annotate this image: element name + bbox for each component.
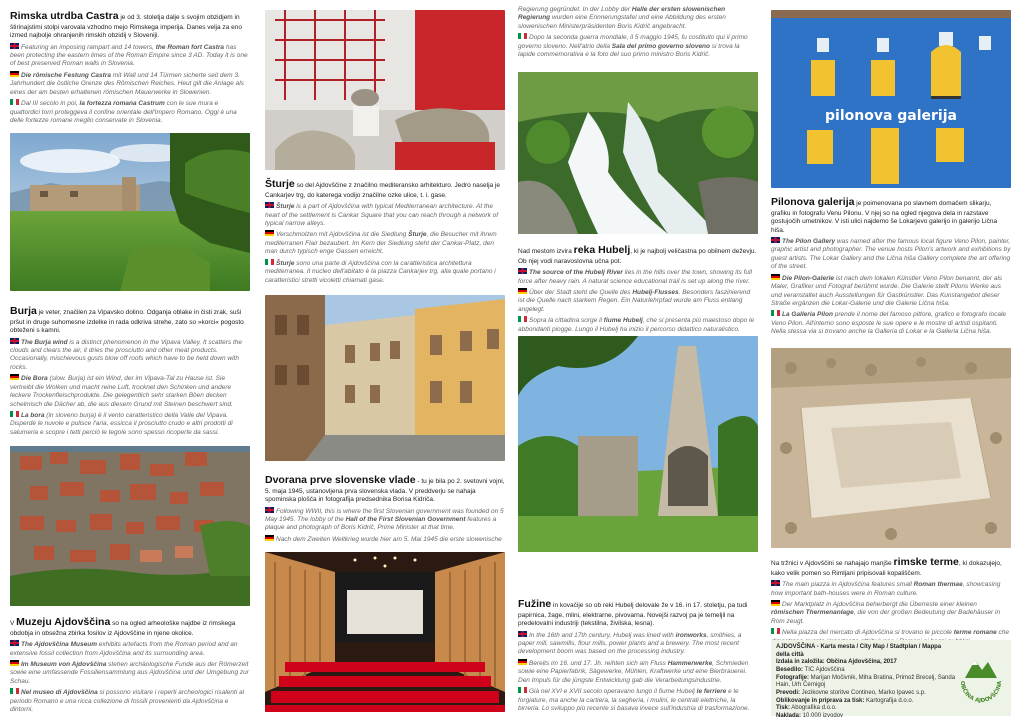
castra-en-a: Featuring an imposing rampart and 14 towers, (21, 43, 156, 51)
pilonova-en-a: The Pilon Gallery (782, 237, 836, 245)
sturje-de-c: , die Besucher mit ihrem mediterranen Flair bezaubert. Im Kern der Siedlung steht der Cankar-Platz, den man durch typisch enge Gassen erreicht. (265, 231, 497, 256)
pilonova-section (771, 196, 1011, 339)
column-3 (518, 0, 766, 724)
terme-en-b: Roman thermae (913, 581, 963, 589)
pilonova-en-b: was named after the famous local figure Veno Pilon, painter, graphic artist and photographer. The venue hosts Pilon's artwork and exhibitions by guest artists. The Lokar Gallery and the Lična hiša Gallery complete the art offering of the street. (771, 237, 1011, 271)
uk-flag-icon (265, 202, 274, 208)
castra-it-a: Dal III secolo in poi, (21, 100, 80, 108)
col3-de-c: wurden eine Erinnerungstafel und eine Abbildung des ersten slowenischen Ministerpräsidenten Boris Kidrič angebracht. (518, 14, 726, 30)
uk-flag-icon (265, 507, 274, 513)
dvorana-text-sl: - tu je bila po 2. svetovni vojni, 5. maja 1945, ustanovljena prva slovenska vlada. V preddverju se nahaja spominska plošča in fotografija predsednika Borisa Kidriča. (265, 478, 505, 504)
burja-title: Burja (10, 305, 37, 317)
muzej-en-a: The Ajdovščina Museum (21, 641, 97, 649)
terme-en-c: , showcasing how important bath-houses were in Roman culture. (771, 581, 1001, 597)
credits-publisher: Izdala in založila: Občina Ajdovščina, 2017 (776, 659, 897, 666)
sturje-en-a: Šturje (276, 203, 295, 211)
castra-title: Rimska utrdba Castra (10, 10, 119, 22)
hubelj-it-c: , che si presenta più maestoso dopo le abbondanti piogge. Lungo il Hubelj ha inizio il percorso didattico naturalistico. (518, 317, 755, 333)
dvorana-continued-section (518, 6, 758, 62)
sturje-text-sl: so del Ajdovščine z značilno mediteransko arhitekturo. Jedro naselja je Cankarjev trg, do katerega vodijo značilne ozke ulice, t. i. gase. (265, 182, 500, 199)
fuzine-de-c: , Schmieden sowie eine Papierfabrik, Sägewerke, Mühlen, Kraftwerke und eine Bierbrauerei. Den Impuls für die jüngste Entwicklung gab die Verarbeitungsindustrie. (518, 659, 749, 684)
italian-flag-icon (10, 411, 19, 417)
castra-en-b: the Roman fort Castra (155, 43, 225, 51)
dvorana-de-a: Nach dem Zweiten Weltkrieg wurde hier am 5. Mai 1945 die erste slowenische (276, 535, 502, 543)
pilonova-it-b: prende il nome del famoso pittore, grafico e fotografo locale Veno Pilon. All'interno sono esposte le sue opere e le mostre di artisti ospitanti. Nella stessa via si trovano anche la Galleria di Lokar e la Galleria Lična hiša. (771, 311, 1007, 336)
fuzine-text-sl: in kovačije so ob reki Hubelj delovale že v 16. in 17. stoletju, pa tudi papirnica, žage, mlini, elektrarne, pivovarna. Novejši razvoj pa je temeljil na predelovalni industriji (tekstilna, živilska, lesna). (518, 602, 748, 628)
sturje-de-a: Verschmolzen mit Ajdovščina ist die Siedlung (276, 231, 409, 239)
italian-flag-icon (10, 99, 19, 105)
muzej-en-b: exhibits artefacts from the Roman period and an extensive fossil collection from Ajdovščina and its surrounding area. (10, 641, 238, 657)
hubelj-de-c: . Besonders faszinierend ist die Quelle nach starkem Regen. Ein Naturlehrpfad wurde am Fluss entlang angelegt. (518, 288, 751, 313)
fuzine-title: Fužine (518, 598, 552, 610)
credits-box (771, 640, 1011, 720)
roman-thermae-photo (771, 348, 1011, 548)
credits-translation-value: Jezikovne storitve Contineo, Marko Ipavec s.p. (800, 690, 926, 697)
italian-flag-icon (518, 687, 527, 693)
german-flag-icon (10, 374, 19, 380)
uk-flag-icon (771, 580, 780, 586)
gallery-sign: pilonova galerija (825, 108, 957, 124)
italian-flag-icon (518, 316, 527, 322)
aerial-town-photo (10, 446, 250, 606)
german-flag-icon (518, 659, 527, 665)
column-4 (771, 0, 1019, 724)
burja-section (10, 305, 250, 439)
castra-photo (10, 133, 250, 291)
fuzine-en-c: , smithies, a paper mill, sawmills, flour mills, power plants and a brewery. The most recent development boom was based on the processing industry. (518, 631, 742, 656)
muzej-title: Muzeju Ajdovščina (16, 616, 111, 628)
fuzine-de-a: Bereits im 16. und 17. Jh. reihten sich am Fluss (529, 659, 668, 667)
sturje-it-a: Šturje (276, 259, 295, 267)
dvorana-en-b: Hall of the First Slovenian Government (345, 515, 466, 523)
column-1 (10, 0, 258, 724)
italian-flag-icon (265, 259, 274, 265)
hubelj-de-b: Hubelj-Flusses (632, 288, 679, 296)
credits-photo-label: Fotografije: (776, 674, 809, 681)
german-flag-icon (265, 230, 274, 236)
credits-photo-value: Marijan Močivnik, Miha Bratina, Primož Brecelj, Sanda Hain, Urh Černigoj (776, 674, 956, 689)
castra-it-c: con le sue mura e quattordici torri proteggeva il confine orientale dell'Impero Romano. Oggi è una delle fortezze romane meglio conservate in Slovenia. (10, 100, 237, 125)
muzej-it-b: si possono visitare i reperti archeologici risalenti al periodo Romano e una ricca collezione di fossili provenienti da Ajdovščina e dintorni. (10, 689, 245, 714)
sturje-de-b: Šturje (408, 231, 427, 239)
pilon-gallery-photo (771, 10, 1011, 188)
sturje-street-photo (265, 295, 505, 461)
burja-de-b: (slow. Burja) ist ein Wind, der im Vipava-Tal zu Hause ist. Sie vertreibt die Wolken und macht reine Luft, trocknet den Schinken und andere leckere Trockenfleischprodukte. Die gelegentlich sehr starken Böen decken schelmisch die Dächer ab, die aus diesem Grund mit Steinen beschwert sind. (10, 375, 233, 408)
hubelj-it-a: Sopra la cittadina sorge il (529, 317, 604, 325)
dvorana-en-a: Following WWII, this is where the first Slovenian government was founded on 5 May 1945. The lobby of the (265, 507, 504, 523)
dvorana-title: Dvorana prve slovenske vlade (265, 474, 416, 486)
credits-design-value: Kartografija d.o.o. (864, 697, 914, 704)
column-2 (265, 0, 513, 724)
hubelj-de-a: Über der Stadt steht die Quelle des (529, 288, 633, 296)
uk-flag-icon (10, 43, 19, 49)
muzej-it-a: Nel museo di Ajdovščina (21, 689, 98, 697)
italian-flag-icon (10, 688, 19, 694)
fuzine-de-b: Hammerwerke (667, 659, 713, 667)
dvorana-en-c: features a plaque and photograph of Boris Kidrič, Prime Minister at that time. (265, 515, 497, 532)
credits-print-label: Tisk: (776, 705, 790, 712)
german-flag-icon (771, 600, 780, 606)
sturje-it-b: sono una parte di Ajdovščina con la caratteristica architettura mediterranea. Il nucleo dell'abitato è la piazza Cankarjev trg, alla quale portano i caratteristici stretti vicoletti chiamati gase. (265, 259, 496, 284)
col3-de-a: Regierung gegründet. In der Lobby der (518, 6, 632, 13)
hubelj-text-sl: , ki je najbolj veličastna po obilnem deževju. Ob njej vodi naravoslovna učna pot. (518, 248, 757, 265)
uk-flag-icon (771, 237, 780, 243)
fuzine-it-a: Già nel XVI e XVII secolo operavano lungo il fiume Hubelj (529, 688, 697, 696)
hubelj-waterfall-photo (518, 72, 758, 234)
castra-it-b: la fortezza romana Castrum (79, 100, 165, 108)
logo-text: OBČINA AJDOVŠČINA (958, 680, 1004, 705)
fuzine-it-c: e le forgiature, ma anche la cartiera, la segheria, i mulini, le centrali elettriche, la birreria. Lo sviluppo più recente si basava invece sull'industria di trasformazione. (518, 688, 750, 713)
muzej-pre: V (10, 620, 17, 627)
burja-text-sl: je veter, značilen za Vipavsko dolino. Odganja oblake in čisti zrak, suši pršut in druge suhomesne izdelke in rada odkriva strehe, zato so »korci« pogosto obteženi s kamni. (10, 309, 244, 335)
muzej-de-b: stehen archäologische Funde aus der Römerzeit sowie eine umfassende Fossiliensammlung aus Ajdovščina und der Umgebung zur Schau. (10, 660, 249, 685)
hall-interior-photo (265, 552, 505, 712)
hubelj-section (518, 244, 758, 336)
castra-section (10, 10, 250, 127)
fuzine-it-b: le ferriere (696, 688, 727, 696)
credits-translation-label: Prevodi: (776, 690, 801, 697)
burja-it-b: (in sloveno burja) è il vento caratteristico della Valle del Vipava. Disperde le nuvole e pulisce l'aria, essicca il prosciutto crudo e altri prodotti di salumeria e scopre i tetti perciò le tegole sono spesso ricoperte da sassi. (10, 412, 233, 436)
terme-pre: Na tržnici v Ajdovščini se nahajajo manjše (771, 560, 894, 567)
fuzine-en-a: In the 16th and 17th century, Hubelj was lined with (529, 631, 676, 639)
credits-copies-value: 10.000 izvodov (801, 713, 844, 720)
uk-flag-icon (10, 640, 19, 646)
credits-text-value: TIC Ajdovščina (803, 667, 845, 674)
credits-copies-label: Naklada: (776, 713, 802, 720)
italian-flag-icon (771, 628, 780, 634)
terme-en-a: The main piazza in Ajdovščina features small (782, 581, 914, 589)
terme-text-sl: , ki dokazujejo, kako velik pomen so Rimljani pripisovali kopališčem. (771, 560, 1002, 577)
castra-de-a: Die römische Festung Castra (21, 71, 111, 79)
sturje-title: Šturje (265, 178, 295, 190)
col3-it-b: Sala del primo governo sloveno (611, 42, 710, 50)
burja-en-a: The Burja wind (21, 338, 68, 346)
muzej-section (10, 616, 250, 717)
german-flag-icon (10, 71, 19, 77)
hubelj-en-a: The source of the Hubelj River (529, 269, 623, 277)
terme-title: rimske terme (893, 556, 959, 568)
terme-de-a: Der Marktplatz in Ajdovščina beherbergt die Überreste einer kleinen (782, 600, 977, 608)
credits-text-label: Besedilo: (776, 667, 804, 674)
german-flag-icon (518, 288, 527, 294)
col3-it-c: si trova la lapide commemorativa e la foto del suo primo ministro Boris Kidrič. (518, 42, 740, 59)
terme-it-c: che (998, 629, 1010, 637)
burja-de-a: Die Bora (21, 375, 48, 383)
german-flag-icon (771, 274, 780, 280)
credits-design-label: Oblikovanje in priprava za tisk: (776, 697, 865, 704)
sturje-section (265, 178, 505, 287)
pilonova-it-a: La Galleria Pilon (782, 311, 833, 319)
pilonova-title: Pilonova galerija (771, 196, 855, 208)
fuzine-section (518, 598, 758, 715)
uk-flag-icon (10, 338, 19, 344)
muzej-text-sl: so na ogled arheološke najdbe iz rimskega obdobja in obsežna zbirka fosilov iz Ajdovščine in njene okolice. (10, 620, 236, 637)
svg-text:OBČINA AJDOVŠČINA (959, 680, 1003, 704)
castra-de-b: mit Wall und 14 Türmen sicherte seit dem 3. Jahrhundert die östliche Grenze des Römischen Reiches. Heut gilt die Anlage als eines der am besten erhaltenen römischen Mauerwerke in Slowenien. (10, 71, 244, 96)
castra-en-c: has been protecting the eastern limes of the Roman Empire since 3 AD. Today it is one of best preserved Roman walls in Slovenia. (10, 43, 248, 68)
castra-text-sl: je od 3. stoletja dalje s svojim obzidjem in štirinajstimi stolpi varovala vzhodno mejo Rimskega imperija. Danes velja za eno izmed najbolje ohranjenih rimskih obzidij v Sloveniji. (10, 14, 242, 40)
pilonova-de-b: ist nach dem lokalen Künstler Veno Pilon benannt, der als Maler, Grafiker und Fotograf berühmt wurde. Die Galerie stellt Pilons Werke aus und veranstaltet auch Ausstellungen für Gastkünstler. Das Kunstangebot dieser Straße ergänzen die Lokar-Galerie und die Galerie Lična hiša. (771, 274, 1003, 308)
museum-fossils-photo (265, 10, 505, 170)
sturje-en-b: is a part of Ajdovščina with typical Mediterranean architecture. At the heart of the settlement is Cankar Square that you can reach through a network of typical narrow alleys. (265, 203, 499, 227)
italian-flag-icon (518, 33, 527, 39)
italian-flag-icon (771, 310, 780, 316)
hubelj-it-b: fiume Hubelj (603, 317, 643, 325)
burja-it-a: La bora (21, 412, 45, 420)
hubelj-en-b: lies in the hills over the town, showing its full force after heavy rain. A natural science educational trail is set up along the river. (518, 269, 752, 285)
muzej-de-a: Im Museum von Ajdovščina (21, 660, 107, 668)
col3-de-b: Halle der ersten slowenischen Regierung (518, 6, 726, 22)
fuzine-en-b: ironworks (675, 631, 707, 639)
municipality-logo-icon (955, 648, 1007, 710)
terme-it-b: terme romane (953, 629, 997, 637)
pilonova-de-a: Die Pilon-Galerie (782, 274, 835, 282)
uk-flag-icon (518, 631, 527, 637)
pilonova-text-sl: je poimenovana po slavnem domačem slikarju, grafiku in fotografu Venu Pilonu. V njej so na ogled njegova dela in razstave gostujočih umetnikov. V isti ulici najdemo še Lokarjevo galerijo in galerijo Lična hiša. (771, 200, 998, 234)
credits-print-value: Abografika d.o.o. (789, 705, 837, 712)
german-flag-icon (10, 660, 19, 666)
dvorana-section (265, 474, 505, 546)
terme-de-b: römischen Thermenanlage (771, 609, 854, 617)
uk-flag-icon (518, 268, 527, 274)
terme-de-c: , die von der großen Bedeutung der Badehäuser in Rom zeugt. (771, 609, 1001, 625)
hubelj-title: reka Hubelj (573, 244, 631, 256)
terme-it-a: Nella piazza del mercato di Ajdovščina si trovano le piccole (782, 629, 954, 637)
hubelj-pre: Nad mestom izvira (518, 248, 574, 255)
terme-section (771, 556, 1011, 648)
col3-it-a: Dopo la seconda guerra mondiale, il 5 maggio 1945, fu costituito qui il primo governo sloveno. Nell'atrio della (518, 34, 748, 50)
ironworks-ruins-photo (518, 336, 758, 552)
burja-en-b: is a distinct phenomenon in the Vipava Valley. It scatters the clouds and clears the air, it dries the prosciutto and other meat products. Occasionally, mischievous gusts blow off roofs which have to be held down with rocks. (10, 338, 242, 371)
credits-title: AJDOVŠČINA - Karta mesta / City Map / Stadtplan / Mappa della città (776, 644, 942, 658)
german-flag-icon (265, 535, 274, 541)
